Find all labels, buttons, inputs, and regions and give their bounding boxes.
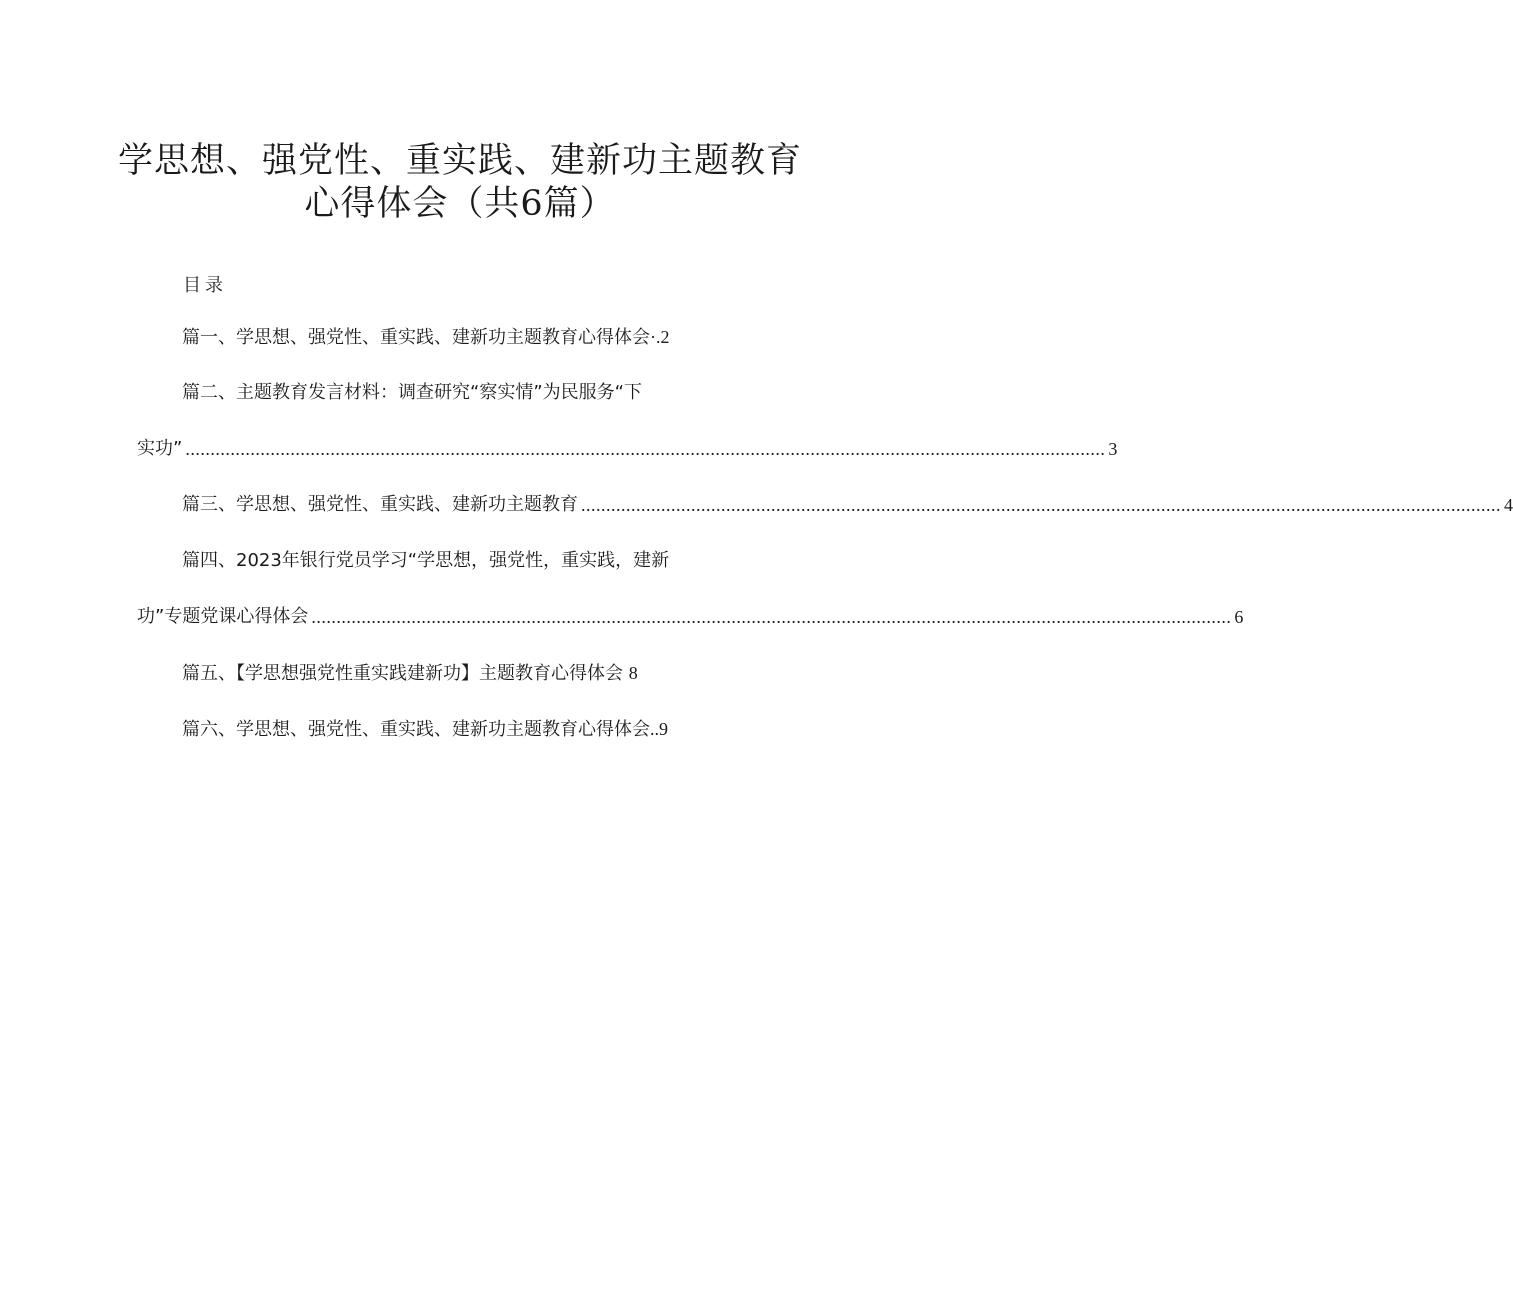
toc-entry-3-text: 篇三、学思想、强党性、重实践、建新功主题教育 <box>182 494 578 515</box>
toc-entry-5[interactable] <box>182 660 638 686</box>
toc-entry-5-text: 篇五、【学思想强党性重实践建新功】主题教育心得体会 <box>182 663 623 684</box>
toc-entry-4-line-2[interactable] <box>137 604 1244 630</box>
toc-entry-3[interactable] <box>182 492 1513 518</box>
toc-entry-2-line-2[interactable] <box>137 436 1118 462</box>
toc-entry-1[interactable] <box>182 324 670 350</box>
toc-entry-4-text-line-2: 功”专题党课心得体会 <box>137 606 309 627</box>
toc-entry-6[interactable] <box>182 716 668 742</box>
dot-leader: ........................................................................................................................................................................................ <box>581 495 1501 515</box>
toc-entry-3-page: 4 <box>1504 495 1513 515</box>
toc-heading: 目录 <box>183 275 227 296</box>
toc-entry-1-page: 2 <box>660 327 670 347</box>
document-title-line-1: 学思想、强党性、重实践、建新功主题教育 <box>117 141 802 181</box>
toc-entry-2-text-line-1: 篇二、主题教育发言材料：调查研究“察实情”为民服务“下 <box>182 382 642 403</box>
toc-entry-2-line-1[interactable] <box>182 380 642 406</box>
toc-entry-2-page: 3 <box>1108 439 1118 459</box>
toc-entry-6-text: 篇六、学思想、强党性、重实践、建新功主题教育心得体会 <box>182 719 650 740</box>
toc-entry-4-text-line-1: 篇四、2023年银行党员学习“学思想，强党性，重实践，建新 <box>182 550 670 571</box>
toc-entry-2-text-line-2: 实功” <box>137 438 183 459</box>
document-title-line-2: 心得体会（共6篇） <box>304 184 616 224</box>
toc-entry-4-line-1[interactable] <box>182 548 669 574</box>
toc-entry-5-page: 8 <box>628 663 638 683</box>
toc-entry-1-leader: ·. <box>650 327 661 347</box>
toc-entry-4-page: 6 <box>1234 607 1244 627</box>
toc-entry-1-text: 篇一、学思想、强党性、重实践、建新功主题教育心得体会 <box>182 327 650 348</box>
toc-entry-6-page: 9 <box>659 719 668 739</box>
dot-leader: ........................................................................................................................................................................................ <box>185 439 1106 459</box>
dot-leader: ........................................................................................................................................................................................ <box>311 607 1232 627</box>
toc-entry-6-leader: .. <box>650 719 659 739</box>
